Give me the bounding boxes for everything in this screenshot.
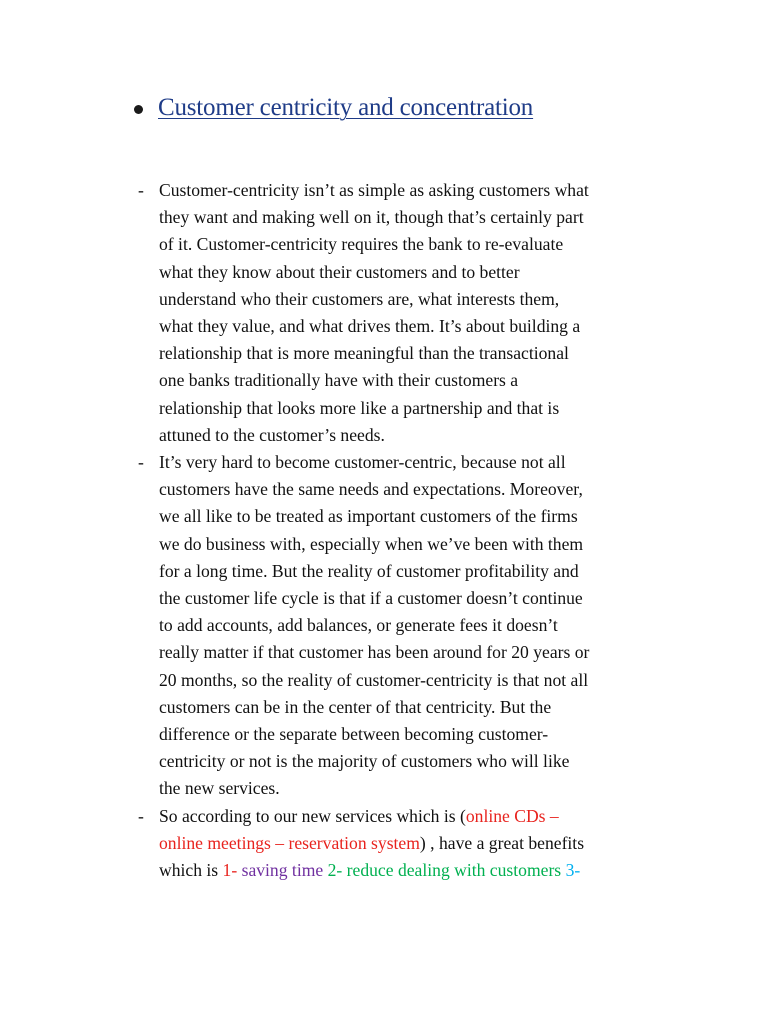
benefit-3-number: 3- (565, 860, 581, 881)
benefits-lead-text: which is (159, 860, 223, 881)
benefits-intro-text: ) , have a great benefits (419, 832, 585, 853)
paragraph-line: one banks traditionally have with their customers a (159, 370, 519, 391)
paragraph-line: understand who their customers are, what interests them, (159, 288, 560, 309)
paragraph-line: to add accounts, add balances, or generate fees it doesn’t (159, 615, 558, 636)
benefit-1-text: saving time (241, 860, 324, 881)
paragraph-1 (138, 177, 658, 449)
paragraph-line: attuned to the customer’s needs. (159, 424, 385, 445)
paragraph-list (138, 177, 658, 884)
paragraph-line: relationship that is more meaningful than the transactional (159, 343, 569, 364)
benefit-1-number: 1- (222, 860, 238, 881)
paragraph-line: they want and making well on it, though that’s certainly part (159, 207, 584, 228)
paragraph-line: for a long time. But the reality of customer profitability and (159, 560, 579, 581)
services-list-part-2: online meetings – reservation system (159, 832, 420, 853)
paragraph-line: we do business with, especially when we’ve been with them (159, 533, 584, 554)
services-intro-text: So according to our new services which is ( (159, 805, 466, 826)
benefit-2-number: 2- (327, 860, 343, 881)
paragraph-line: difference or the separate between becoming customer- (159, 724, 549, 745)
paragraph-line: customers can be in the center of that centricity. But the (159, 696, 552, 717)
dash-marker: - (138, 452, 144, 473)
paragraph-line: It’s very hard to become customer-centric, because not all (159, 452, 566, 473)
paragraph-line: what they value, and what drives them. It’s about building a (159, 316, 581, 337)
paragraph-3 (138, 803, 658, 885)
paragraph-line: of it. Customer-centricity requires the bank to re-evaluate (159, 234, 564, 255)
paragraph-line: really matter if that customer has been around for 20 years or (159, 642, 590, 663)
paragraph-line: Customer-centricity isn’t as simple as asking customers what (159, 180, 589, 200)
bullet-icon (134, 105, 143, 114)
paragraph-line: customers have the same needs and expectations. Moreover, (159, 479, 583, 500)
paragraph-line: centricity or not is the majority of customers who will like (159, 751, 570, 772)
paragraph-line: we all like to be treated as important customers of the firms (159, 506, 578, 527)
services-list-part-1: online CDs – (465, 805, 559, 826)
paragraph-line: the new services. (159, 778, 280, 799)
paragraph-2 (138, 449, 658, 803)
paragraph-line: what they know about their customers and to better (159, 261, 520, 282)
benefit-2-text: reduce dealing with customers (346, 860, 562, 881)
section-heading (134, 94, 533, 122)
paragraph-line: 20 months, so the reality of customer-centricity is that not all (159, 669, 589, 690)
dash-marker: - (138, 180, 144, 200)
dash-marker: - (138, 805, 144, 826)
paragraph-line: the customer life cycle is that if a customer doesn’t continue (159, 588, 583, 609)
heading-title: Customer centricity and concentration (158, 94, 534, 121)
paragraph-line: relationship that looks more like a partnership and that is (159, 397, 560, 418)
